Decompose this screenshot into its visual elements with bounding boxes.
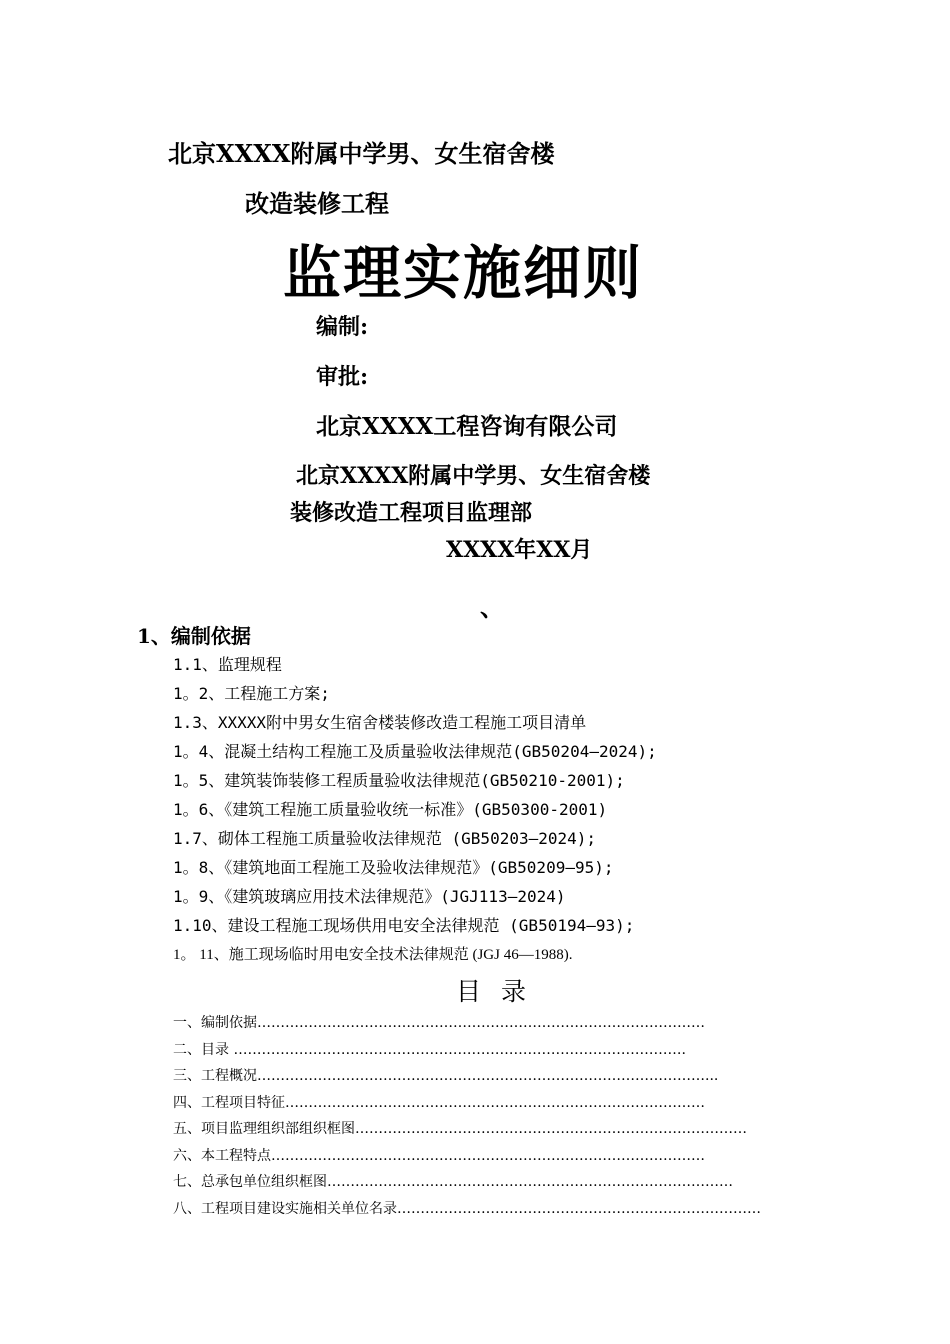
document-date: XXXX年XX月 (446, 537, 593, 563)
basis-item: 1。5、建筑装饰装修工程质量验收法律规范(GB50210-2001); (173, 771, 625, 790)
document-main-title: 监理实施细则 (283, 239, 644, 307)
basis-item: 1。2、工程施工方案; (173, 684, 330, 703)
basis-item: 1.1、监理规程 (173, 655, 282, 674)
stray-mark: 、 (480, 593, 504, 622)
toc-entry[interactable] (173, 1013, 833, 1040)
basis-list (173, 654, 657, 973)
section-heading-basis: 1、编制依据 (137, 624, 251, 648)
toc-entry[interactable] (173, 1119, 833, 1146)
toc-leader-dots: ……………………………………………………………………………… (285, 1094, 705, 1111)
toc-entry-label: 七、总承包单位组织框图 (173, 1174, 327, 1190)
basis-item: 1。4、混凝土结构工程施工及质量验收法律规范(GB50204—2024); (173, 742, 657, 761)
basis-item: 1。 11、施工现场临时用电安全技术法律规范 (JGJ 46—1988). (173, 947, 573, 963)
toc-leader-dots: …………………………………………………………………………………… (257, 1015, 705, 1031)
cover-title-line2: 改造装修工程 (245, 189, 389, 218)
toc-entry[interactable] (173, 1093, 833, 1120)
approved-by-label: 审批: (316, 364, 369, 390)
toc-entry[interactable] (173, 1040, 833, 1067)
basis-item: 1。8、《建筑地面工程施工及验收法律规范》(GB50209—95); (173, 858, 614, 877)
basis-item: 1。6、《建筑工程施工质量验收统一标准》(GB50300-2001) (173, 800, 608, 819)
toc-leader-dots: ……………………………………………………………………………………. (229, 1041, 686, 1058)
toc-entry-label: 八、工程项目建设实施相关单位名录 (173, 1200, 397, 1217)
basis-item: 1.7、砌体工程施工质量验收法律规范 (GB50203—2024); (173, 829, 597, 848)
company-name: 北京XXXX工程咨询有限公司 (316, 413, 618, 440)
toc-entry-label: 五、项目监理组织部组织框图 (173, 1121, 355, 1137)
toc-entry-label: 三、工程概况 (173, 1068, 257, 1084)
project-dept-line1: 北京XXXX附属中学男、女生宿舍楼 (296, 463, 651, 489)
toc-entry-label: 二、目录 (173, 1041, 229, 1058)
toc-entry-label: 一、编制依据 (173, 1015, 257, 1031)
toc-leader-dots: ………………………………………………………………………… (355, 1121, 747, 1137)
compiled-by-label: 编制: (316, 314, 369, 340)
toc-entry-label: 六、本工程特点 (173, 1147, 271, 1164)
toc-leader-dots: …………………………………………………………………… (397, 1200, 761, 1217)
toc-entry[interactable] (173, 1199, 833, 1226)
toc-entry[interactable] (173, 1146, 833, 1173)
toc-leader-dots: ………………………………………………………………………………… (271, 1147, 705, 1164)
toc-entry[interactable] (173, 1066, 833, 1093)
table-of-contents (173, 1013, 833, 1225)
toc-entry[interactable] (173, 1172, 833, 1199)
toc-entry-label: 四、工程项目特征 (173, 1094, 285, 1111)
cover-title-line1: 北京XXXX附属中学男、女生宿舍楼 (168, 139, 555, 168)
basis-item: 1.3、XXXXX附中男女生宿舍楼装修改造工程施工项目清单 (173, 713, 587, 732)
basis-item: 1.10、建设工程施工现场供用电安全法律规范 (GB50194—93); (173, 916, 635, 935)
toc-leader-dots: ……………………………………………………………………………………... (257, 1068, 719, 1084)
toc-leader-dots: …………………………………………………………………………… (327, 1174, 733, 1190)
toc-title: 目 录 (456, 977, 532, 1006)
project-dept-line2: 装修改造工程项目监理部 (290, 500, 533, 526)
basis-item: 1。9、《建筑玻璃应用技术法律规范》(JGJ113—2024) (173, 887, 566, 906)
